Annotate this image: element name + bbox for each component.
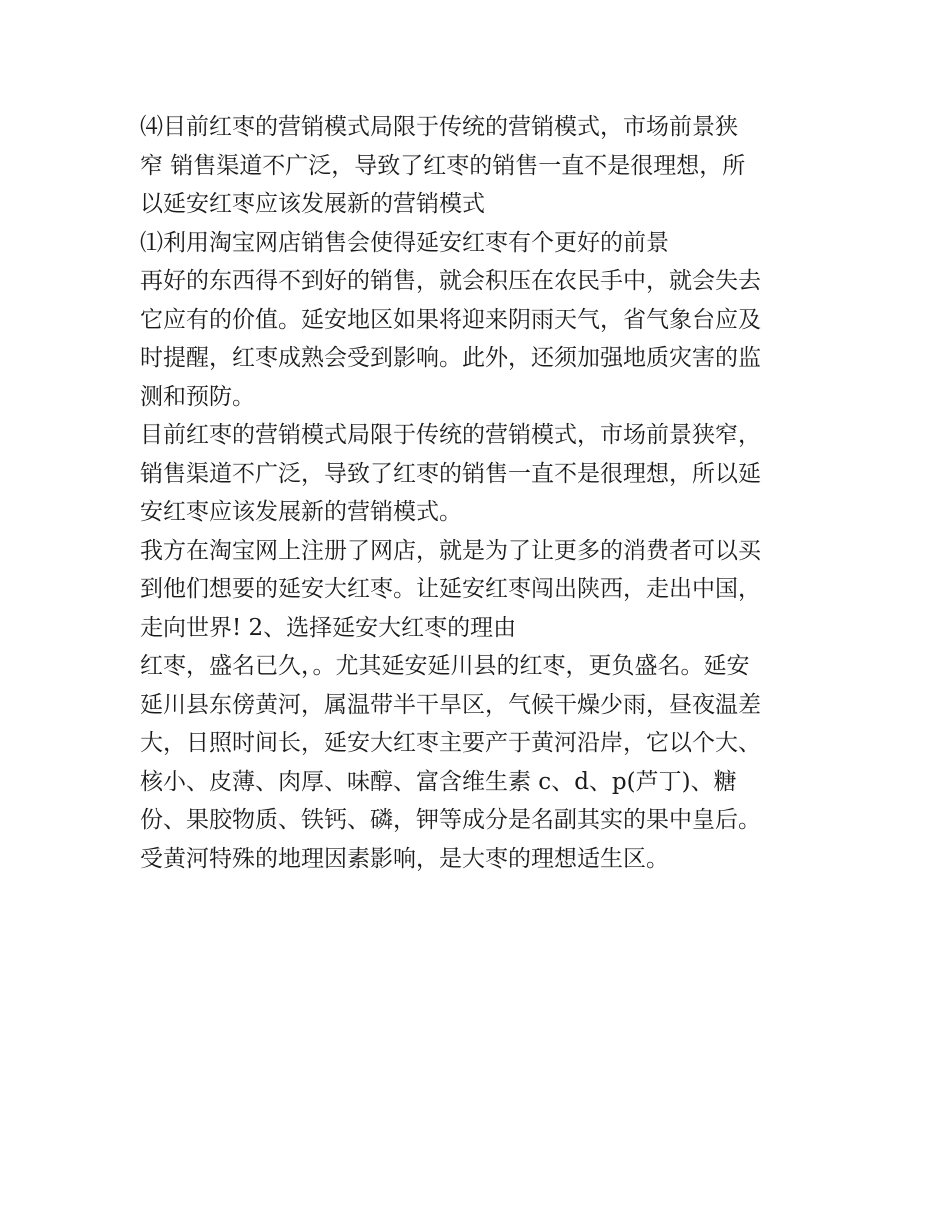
text-line: 时提醒，红枣成熟会受到影响。此外，还须加强地质灾害的监: [140, 345, 761, 371]
text-line: 核小、皮薄、肉厚、味醇、富含维生素 c、d、p(芦丁)、糖: [140, 768, 737, 795]
text-line: 到他们想要的延安大红枣。让延安红枣闯出陕西，走出中国，: [140, 576, 761, 602]
text-line: 窄 销售渠道不广泛，导致了红枣的销售一直不是很理想，所: [140, 152, 746, 179]
text-line: 我方在淘宝网上注册了网店，就是为了让更多的消费者可以买: [140, 537, 761, 564]
text-line: ⑷目前红枣的营销模式局限于传统的营销模式，市场前景狭: [140, 114, 738, 140]
text-line: 红枣，盛名已久，。尤其延安延川县的红枣，更负盛名。延安: [140, 653, 750, 679]
text-line: 大，日照时间长，延安大红枣主要产于黄河沿岸，它以个大、: [140, 730, 761, 756]
text-line: ⑴利用淘宝网店销售会使得延安红枣有个更好的前景: [140, 229, 669, 256]
body-text: [140, 108, 820, 878]
text-line: 测和预防。: [140, 383, 255, 410]
text-line: 销售渠道不广泛，导致了红枣的销售一直不是很理想，所以延: [140, 460, 761, 487]
text-line: 再好的东西得不到好的销售，就会积压在农民手中，就会失去: [140, 268, 761, 294]
text-line: 延川县东傍黄河，属温带半干旱区，气候干燥少雨，昼夜温差: [140, 691, 761, 718]
text-line: 安红枣应该发展新的营销模式。: [140, 499, 462, 525]
text-line: 目前红枣的营销模式局限于传统的营销模式，市场前景狭窄，: [140, 422, 761, 448]
text-line: 以延安红枣应该发展新的营销模式: [140, 191, 485, 217]
text-line: 受黄河特殊的地理因素影响，是大枣的理想适生区。: [140, 845, 669, 872]
text-line: 份、果胶物质、铁钙、磷，钾等成分是名副其实的果中皇后。: [140, 807, 761, 833]
text-line: 它应有的价值。延安地区如果将迎来阴雨天气，省气象台应及: [140, 306, 761, 333]
text-line: 走向世界! 2、选择延安大红枣的理由: [140, 614, 517, 641]
